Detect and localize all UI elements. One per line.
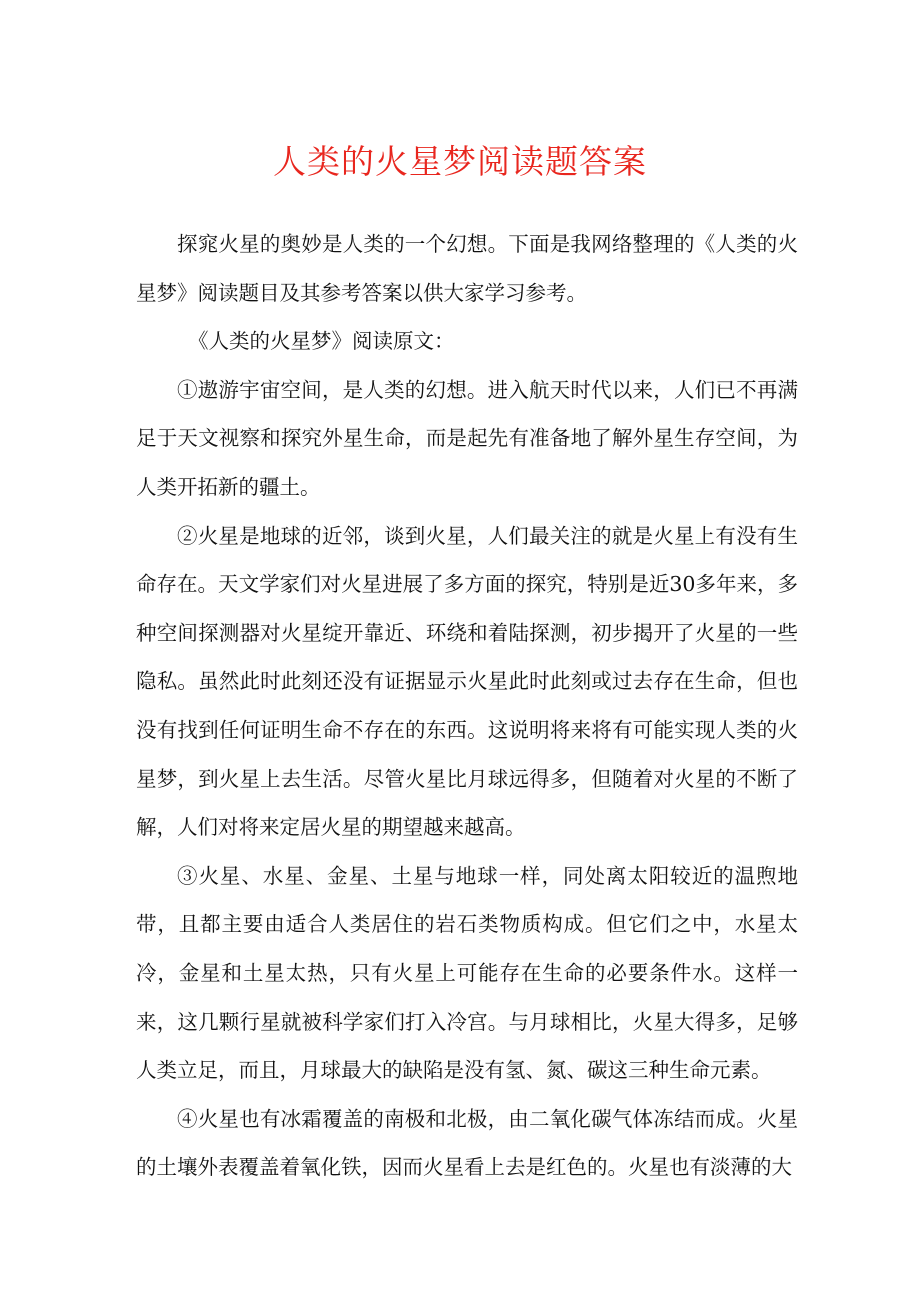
intro-paragraph: 探窕火星的奥妙是人类的一个幻想。下面是我网络整理的《人类的火星梦》阅读题目及其参考答案以供大家学习参考。 (136, 232, 798, 305)
document-body (136, 220, 798, 1192)
paragraph-1: ①遨游宇宙空间，是人类的幻想。进入航天时代以来，人们已不再满足于天文视察和探究外星生命，而是起先有准备地了解外星生存空间，为人类开拓新的疆土。 (136, 377, 798, 499)
paragraph-4: ④火星也有冰霜覆盖的南极和北极，由二氧化碳气体冻结而成。火星的土壤外表覆盖着氧化铁，因而火星看上去是红色的。火星也有淡薄的大 (136, 1106, 798, 1180)
document-title: 人类的火星梦阅读题答案 (273, 142, 647, 181)
section-heading: 《人类的火星梦》阅读原文： (188, 329, 455, 354)
paragraph-3: ③火星、水星、金星、土星与地球一样，同处离太阳较近的温煦地带，且都主要由适合人类居住的岩石类物质构成。但它们之中，水星太冷，金星和土星太热，只有火星上可能存在生命的必要条件水。这样一来，这几颗行星就被科学家们打入冷宫。与月球相比，火星大得多，足够人类立足，而且，月球最大的缺陷是没有氢、氮、碳这三种生命元素。 (136, 863, 798, 1083)
paragraph-2: ②火星是地球的近邻，谈到火星，人们最关注的就是火星上有没有生命存在。天文学家们对火星进展了多方面的探究，特别是近30多年来，多种空间探测器对火星绽开靠近、环绕和着陆探测，初步揭开了火星的一些隐私。虽然此时此刻还没有证据显示火星此时此刻或过去存在生命，但也没有找到任何证明生命不存在的东西。这说明将来将有可能实现人类的火星梦，到火星上去生活。尽管火星比月球远得多，但随着对火星的不断了解，人们对将来定居火星的期望越来越高。 (136, 523, 798, 840)
